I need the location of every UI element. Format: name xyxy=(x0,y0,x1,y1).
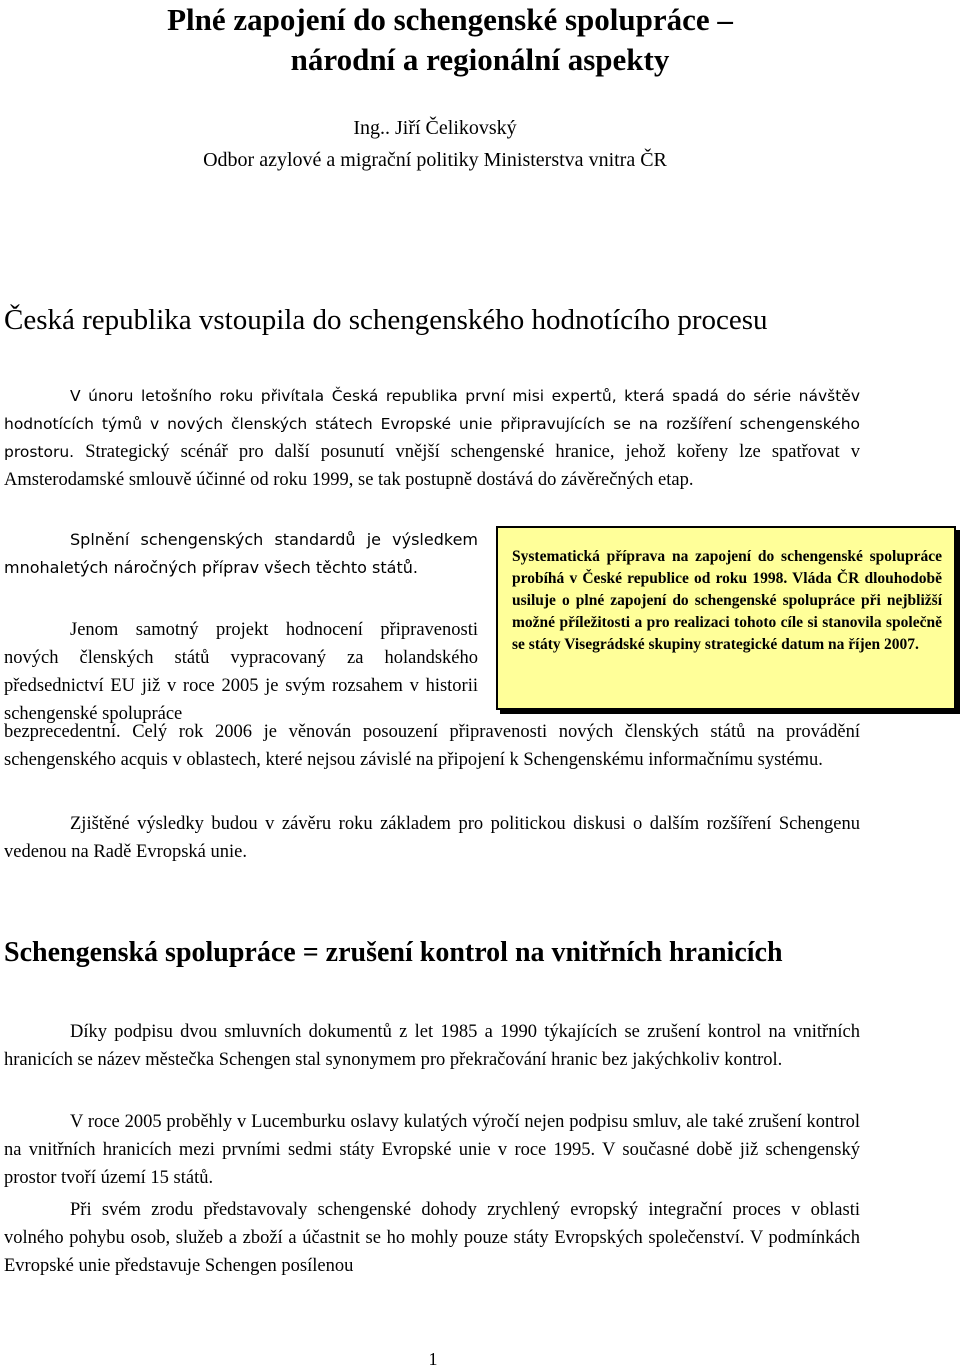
section-1-paragraph-4 xyxy=(4,810,860,866)
section-2-heading: Schengenská spolupráce = zrušení kontrol na vnitřních hranicích xyxy=(4,937,783,968)
section-2-paragraph-2 xyxy=(4,1108,860,1192)
paragraph-sans-part: V únoru letošního roku přivítala Česká republika první misi expertů, která spadá do série návštěv hodnotících týmů v nových členských státech Evropské unie připravujících se na rozšíření schengenského prostoru. xyxy=(4,387,860,461)
page-number: 1 xyxy=(428,1349,438,1369)
section-1-paragraph-2 xyxy=(4,526,478,582)
author-name: Ing.. Jiří Čelikovský xyxy=(353,117,517,139)
paragraph-text: V roce 2005 proběhly v Lucemburku oslavy kulatých výročí nejen podpisu smluv, ale také zrušení kontrol na vnitřních hranicích mezi prvními sedmi státy Evropské unie v roce 1995. V současné době již schengenský prostor tvoří území 15 států. xyxy=(4,1112,860,1188)
paragraph-text: Při svém zrodu představovaly schengenské dohody zrychlený evropský integrační proces v oblasti volného pohybu osob, služeb a zboží a účastnit se ho mohly pouze státy Evropských společenství. V podmínkách Evropské unie představuje Schengen posílenou xyxy=(4,1200,860,1276)
paragraph-text: Splnění schengenských standardů je výsledkem mnohaletých náročných příprav všech těchto států. xyxy=(4,530,478,577)
section-1-heading: Česká republika vstoupila do schengenského hodnotícího procesu xyxy=(4,304,768,336)
paragraph-text: Jenom samotný projekt hodnocení připravenosti nových členských států vypracovaný za holandského předsednictví EU již v roce 2005 je svým rozsahem v historii schengenské spolupráce xyxy=(4,620,478,724)
author-affiliation: Odbor azylové a migrační politiky Ministerstva vnitra ČR xyxy=(203,149,667,171)
author-block xyxy=(0,112,870,176)
section-1-paragraph-3-end: bezprecedentní. Celý rok 2006 je věnován posouzení připravenosti nových členských států na provádění schengenského acquis v oblastech, které nejsou závislé na připojení k Schengenskému informačnímu systému. xyxy=(4,722,860,770)
title-line-1: Plné zapojení do schengenské spolupráce – xyxy=(167,2,733,37)
section-2-paragraph-1 xyxy=(4,1018,860,1074)
section-1-paragraph-1 xyxy=(4,382,860,494)
section-2-paragraph-3 xyxy=(4,1196,860,1280)
section-1-paragraph-3-start xyxy=(4,616,478,728)
title-line-2: národní a regionální aspekty xyxy=(290,42,670,77)
document-title xyxy=(0,0,960,80)
paragraph-text: Zjištěné výsledky budou v závěru roku základem pro politickou diskusi o dalším rozšíření Schengenu vedenou na Radě Evropská unie. xyxy=(4,814,860,862)
paragraph-serif-part: Strategický scénář pro další posunutí vnější schengenské hranice, jehož kořeny lze spatřovat v Amsterodamské smlouvě účinné od roku 1999, se tak postupně dostává do závěrečných etap. xyxy=(4,442,860,490)
paragraph-text: Díky podpisu dvou smluvních dokumentů z let 1985 a 1990 týkajících se zrušení kontrol na vnitřních hranicích se název městečka Schengen stal synonymem pro překračování hranic bez jakýchkoliv kontrol. xyxy=(4,1022,860,1070)
callout-box: Systematická příprava na zapojení do schengenské spolupráce probíhá v České republice od roku 1998. Vláda ČR dlouhodobě usiluje o plné zapojení do schengenské spolupráce při nejbližší možné příležitosti a pro realizaci tohoto cíle si stanovila společně se státy Visegrádské skupiny strategické datum na říjen 2007. xyxy=(496,526,956,710)
